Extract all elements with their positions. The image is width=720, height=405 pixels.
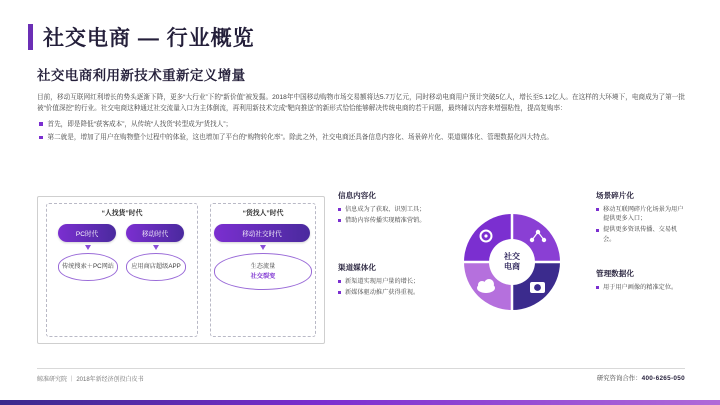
social-era-pill: 移动社交时代 xyxy=(214,224,310,242)
diagram-column-2 xyxy=(212,207,314,290)
bottom-accent-bar xyxy=(0,400,720,405)
diagram-column-1 xyxy=(48,207,196,281)
feature-item-text: 信息成为了获取、识别工具； xyxy=(345,206,426,213)
feature-item xyxy=(596,225,688,244)
footer-contact-label: 研究咨询合作： xyxy=(596,375,642,382)
bullet-item xyxy=(37,119,685,130)
square-bullet-icon xyxy=(39,122,43,126)
puzzle-graphic xyxy=(458,208,566,316)
era-item-pc xyxy=(58,224,118,281)
column-2-pills xyxy=(212,224,314,290)
evolution-diagram xyxy=(37,196,325,344)
puzzle-center-label xyxy=(504,252,520,272)
down-arrow-icon xyxy=(260,245,266,250)
feature-management-data xyxy=(596,268,688,294)
square-bullet-icon xyxy=(596,208,599,211)
down-arrow-icon xyxy=(85,245,91,250)
center-label-line-1: 社交 xyxy=(504,252,520,261)
feature-item xyxy=(338,277,430,286)
footer-divider xyxy=(37,368,685,369)
square-bullet-icon xyxy=(338,280,341,283)
feature-item xyxy=(596,205,688,224)
bullet-item xyxy=(37,132,685,143)
feature-info-content xyxy=(338,190,430,227)
square-bullet-icon xyxy=(39,136,43,140)
page-subtitle: 社交电商利用新技术重新定义增量 xyxy=(37,68,246,83)
feature-title: 渠道媒体化 xyxy=(338,263,376,272)
bullet-text: 首先，即是降低“获客成本”，从传统“人找货”转型成为“货找人”； xyxy=(47,120,233,128)
pc-era-detail: 传统搜索＋PC网站 xyxy=(58,253,118,281)
footer-contact-phone: 400-6265-050 xyxy=(641,375,685,382)
bullet-text: 第二就是，增加了用户在购物整个过程中的体验，这也增加了平台的“购物转化率”。除此之外，社交电商还具备信息内容化、场景碎片化、渠道媒体化、管理数据化四大特点。 xyxy=(47,134,554,142)
feature-item-text: 用于用户画像的精准定位。 xyxy=(603,284,678,291)
title-accent-bar xyxy=(28,24,33,50)
feature-item xyxy=(338,205,430,214)
feature-item xyxy=(338,216,430,225)
square-bullet-icon xyxy=(338,208,341,211)
column-2-heading: “货找人”时代 xyxy=(242,210,284,217)
page-title-row xyxy=(28,22,255,52)
camera-icon xyxy=(530,282,545,293)
feature-item xyxy=(596,283,688,292)
center-label-line-2: 电商 xyxy=(504,262,520,271)
era-item-mobile xyxy=(126,224,186,281)
column-1-heading: “人找货”时代 xyxy=(101,210,143,217)
feature-channel-media xyxy=(338,262,430,299)
square-bullet-icon xyxy=(596,286,599,289)
feature-item-text: 新媒体驱动推广获得重视。 xyxy=(345,288,420,296)
body-text-block xyxy=(37,92,685,146)
mobile-era-detail: 应用商店超级APP xyxy=(126,253,186,281)
social-era-detail xyxy=(214,253,312,290)
feature-item-text: 移动互联网碎片化场景为用户提供更多入口； xyxy=(603,206,684,223)
footer-contact xyxy=(597,373,685,382)
column-1-pills xyxy=(48,224,196,281)
mobile-era-pill: 移动时代 xyxy=(126,224,184,242)
feature-item-text: 提供更多资讯传播、交易机会。 xyxy=(603,226,678,243)
feature-item-text: 新渠道实现用户量的增长； xyxy=(345,278,420,285)
feature-scene-fragment xyxy=(596,190,688,246)
feature-item xyxy=(338,288,430,297)
social-detail-line-2: 社交裂变 xyxy=(250,272,276,280)
square-bullet-icon xyxy=(338,219,341,222)
feature-title: 信息内容化 xyxy=(338,191,376,200)
feature-title: 场景碎片化 xyxy=(596,191,634,200)
feature-item-text: 借助内容传播实现精准营销。 xyxy=(345,216,426,224)
era-item-social xyxy=(214,224,312,290)
four-features-block xyxy=(338,190,688,345)
social-detail-line-1: 生态流量 xyxy=(250,263,276,270)
feature-title: 管理数据化 xyxy=(596,269,634,278)
pc-era-pill: PC时代 xyxy=(58,224,116,242)
square-bullet-icon xyxy=(596,229,599,232)
footer-source: 鲸准研究院 ｜ 2018年新经济创投白皮书 xyxy=(37,377,144,383)
down-arrow-icon xyxy=(153,245,159,250)
square-bullet-icon xyxy=(338,291,341,294)
paragraph-1: 目前，移动互联网红利增长的势头逐渐下降，更多“大行业”下的“新价值”被发掘。2018年中国移动购物市场交易额将达5.7万亿元，同时移动电商用户预计突破5亿人，增长至5.12亿人。在这样的大环境下，电商成为了第一批被“价值深挖”的行业。社交电商这种通过社交流量入口为主体倒流，再利用新技术完成“靶向推送”的新形式恰恰能够解决传统电商的若干问题，最终辅以内容来增强粘性，提高复购率： xyxy=(37,94,685,113)
page-title: 社交电商 — 行业概览 xyxy=(43,27,255,50)
